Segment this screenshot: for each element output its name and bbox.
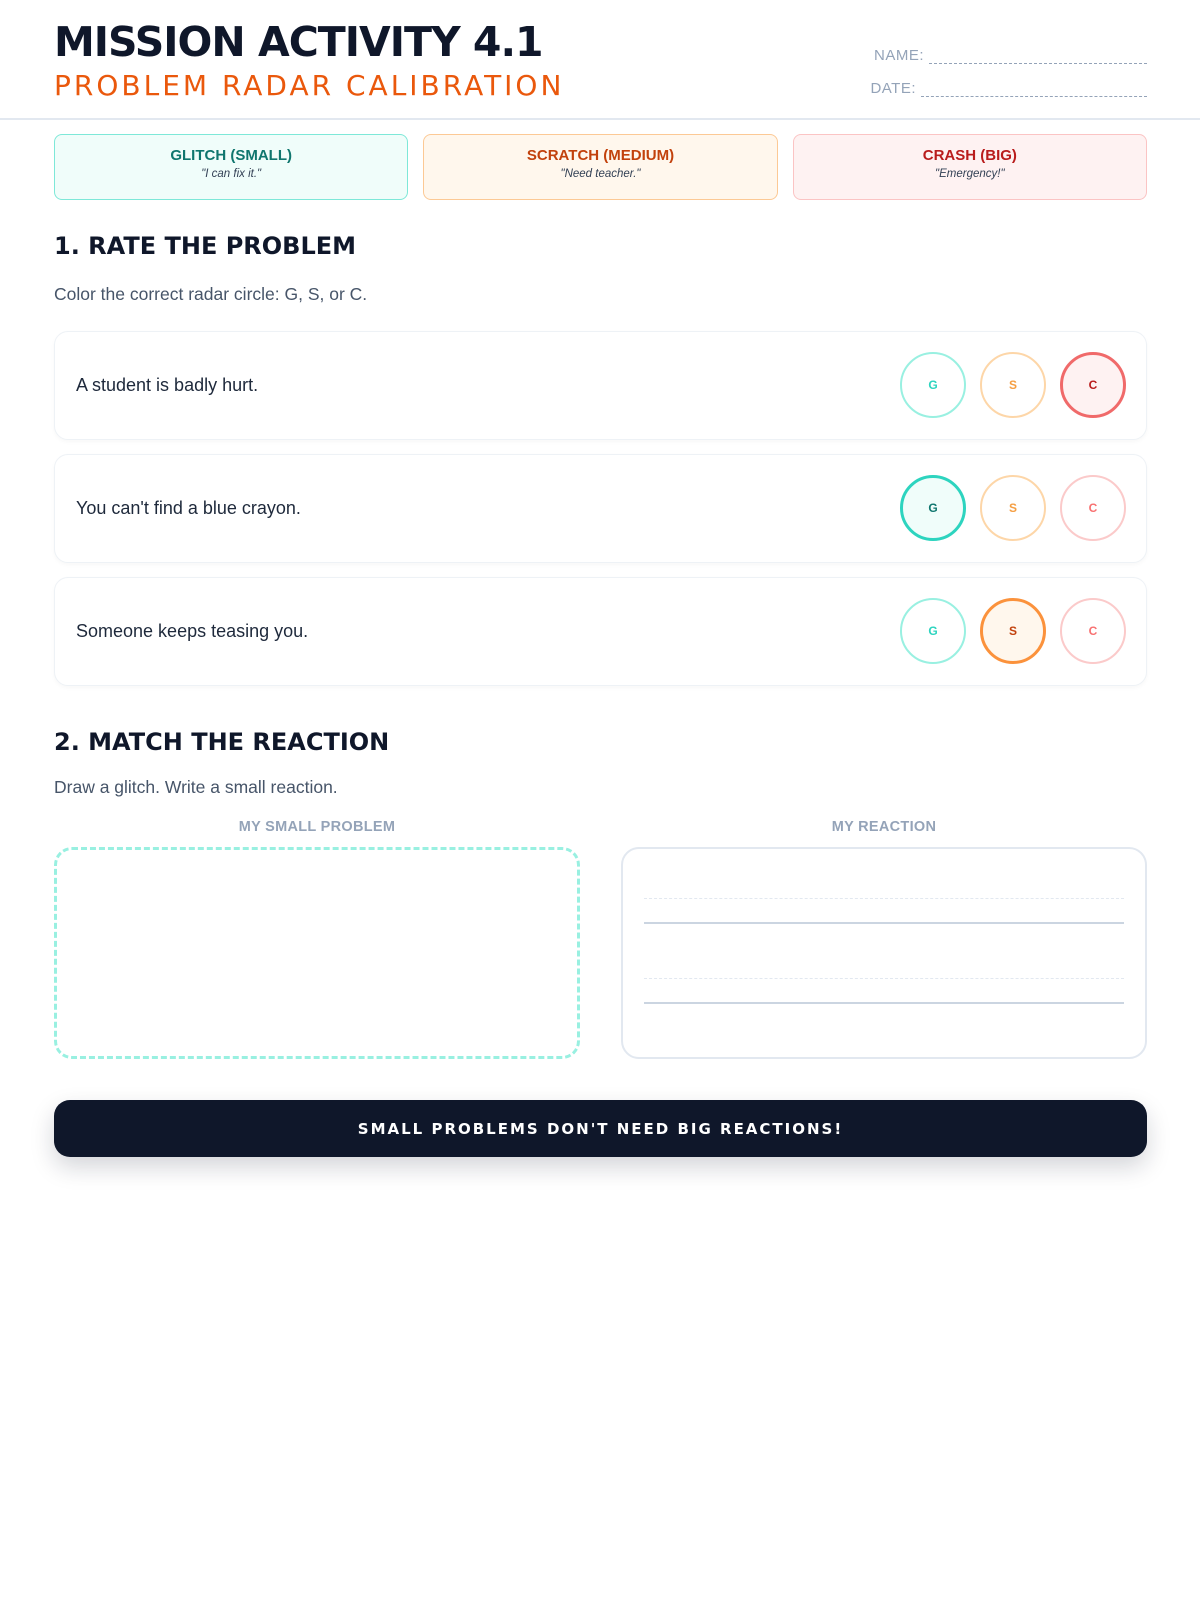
legend-card-crash: [793, 134, 1147, 200]
writing-base-line: [644, 1002, 1124, 1004]
radar-circle-glitch[interactable]: G: [900, 475, 966, 541]
legend-quote: "I can fix it.": [201, 168, 262, 180]
radar-circle-crash[interactable]: C: [1060, 352, 1126, 418]
radar-circle-glitch[interactable]: G: [900, 352, 966, 418]
legend-title: GLITCH (SMALL): [170, 147, 292, 164]
writing-guide-line: [644, 978, 1124, 979]
radar-circle-crash[interactable]: C: [1060, 598, 1126, 664]
legend-title: CRASH (BIG): [922, 147, 1017, 164]
name-blank-line[interactable]: [929, 50, 1147, 64]
legend-quote: "Emergency!": [935, 168, 1005, 180]
worksheet-header: [0, 0, 1200, 120]
radar-circles: [900, 352, 1126, 418]
section-1-title: 1. RATE THE PROBLEM: [54, 232, 357, 260]
section-1-instruction: Color the correct radar circle: G, S, or C.: [54, 284, 368, 304]
write-box-label: MY REACTION: [831, 819, 937, 835]
rating-row: [54, 577, 1147, 686]
severity-legend: [54, 134, 1147, 200]
problem-text: A student is badly hurt.: [76, 374, 259, 395]
radar-circle-scratch[interactable]: S: [980, 352, 1046, 418]
radar-circle-glitch[interactable]: G: [900, 598, 966, 664]
date-blank-line[interactable]: [921, 83, 1147, 97]
radar-circle-crash[interactable]: C: [1060, 475, 1126, 541]
date-label: DATE:: [870, 80, 916, 97]
legend-title: SCRATCH (MEDIUM): [526, 147, 675, 164]
writing-guide-line: [644, 898, 1124, 899]
rating-row: [54, 331, 1147, 440]
legend-card-scratch: [423, 134, 777, 200]
radar-circle-scratch[interactable]: S: [980, 475, 1046, 541]
section-2-title: 2. MATCH THE REACTION: [54, 728, 390, 756]
date-field[interactable]: [870, 80, 1147, 97]
drawing-area[interactable]: [54, 847, 580, 1059]
writing-area[interactable]: [621, 847, 1147, 1059]
legend-card-glitch: [54, 134, 408, 200]
problem-text: You can't find a blue crayon.: [76, 497, 301, 518]
draw-box-label: MY SMALL PROBLEM: [238, 819, 396, 835]
radar-circle-scratch[interactable]: S: [980, 598, 1046, 664]
name-label: NAME:: [873, 47, 924, 64]
writing-base-line: [644, 922, 1124, 924]
section-2-instruction: Draw a glitch. Write a small reaction.: [54, 777, 338, 797]
radar-circles: [900, 598, 1126, 664]
legend-quote: "Need teacher.": [560, 168, 641, 180]
motto-banner: SMALL PROBLEMS DON'T NEED BIG REACTIONS!: [54, 1100, 1147, 1157]
rating-row: [54, 454, 1147, 563]
problem-text: Someone keeps teasing you.: [76, 620, 309, 641]
radar-circles: [900, 475, 1126, 541]
page-subtitle: PROBLEM RADAR CALIBRATION: [54, 69, 565, 102]
page-title: MISSION ACTIVITY 4.1: [54, 18, 543, 66]
name-field[interactable]: [874, 47, 1147, 64]
